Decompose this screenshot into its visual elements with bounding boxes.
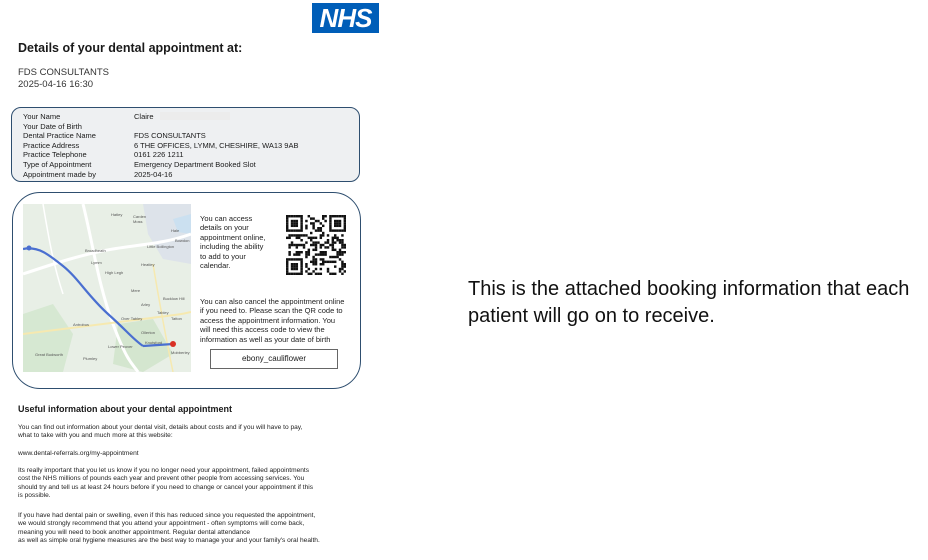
text-line: should try and tell us at least 24 hours before if you need to change or cancel your appointment if this [18,483,314,491]
text-line: we would strongly recommend that you attend your appointment - often symptoms will come back, [18,520,305,528]
access-code: ebony_cauliflower [210,349,338,369]
location-map[interactable] [23,204,191,372]
map-label: Arley [141,302,151,307]
side-caption: This is the attached booking information that each patient will go on to receive. [468,278,910,327]
info-paragraph [18,467,363,500]
text-line: You can also cancel the appointment online [200,297,345,306]
practice-heading [18,67,109,90]
map-label: Carden [133,214,147,219]
text-line: details on your [200,223,249,233]
map-label: Tatton [171,316,182,321]
nhs-logo: NHS [312,3,379,33]
online-access-text [200,214,265,270]
map-label: Moss [133,219,143,224]
text-line: You can access [200,214,253,223]
detail-row [23,170,172,180]
detail-label: Type of Appointment [23,160,92,169]
appointment-datetime: 2025-04-16 16:30 [18,78,94,90]
detail-row [23,112,230,122]
text-line: meaning you will need to book another appointment. Regular dental attendance [18,528,251,536]
map-label: Antrobus [73,322,90,327]
detail-value: 0161 226 1211 [134,150,184,160]
map-label: Great Budworth [35,352,64,357]
map-label: Broadheath [85,248,106,253]
detail-value: Claire [134,112,154,121]
map-label: Plumley [83,356,98,361]
map-label: High Legh [105,270,124,275]
map-label: Over Tabley [121,316,143,321]
map-label: Ollerton [141,330,156,335]
details-panel [11,107,360,182]
text-line: You can find out information about your dental visit, details about costs and if you will have to pay, [18,424,303,431]
detail-row [23,131,206,141]
text-line: is possible. [18,491,51,499]
map-label: Little Bollington [147,244,175,249]
map-label: Heatley [141,262,155,267]
page-title: Details of your dental appointment at: [18,41,243,55]
map-graphic [23,204,191,372]
qr-code[interactable] [286,215,346,275]
info-paragraph [18,424,363,441]
useful-info-title: Useful information about your dental appointment [18,404,233,414]
text-line: calendar. [200,261,231,271]
detail-value: Emergency Department Booked Slot [134,160,256,169]
map-label: Hatley [111,212,123,217]
map-label: Hale [171,228,180,233]
info-paragraph [18,512,363,545]
map-label: Lower Peover [108,344,133,349]
detail-label: Your Date of Birth [23,121,82,131]
map-label: Mobberley [171,350,190,355]
detail-label: Practice Address [23,140,80,150]
redaction-block [160,112,230,120]
detail-label: Appointment made by [23,169,96,179]
online-access-panel [12,192,361,389]
detail-row [23,141,298,151]
text-line: to add to your [200,251,246,261]
detail-label: Your Name [23,112,61,121]
map-label: Lymm [91,260,102,265]
map-label: Bucklow Hill [163,296,185,301]
text-line: If you have had dental pain or swelling, even if this has reduced since you requested the appointment, [18,512,316,519]
text-line: information as well as your date of birth [200,334,331,344]
text-line: appointment online, [200,232,266,242]
map-label: Bowdon [175,238,190,243]
cancel-info-text [200,297,344,344]
practice-name: FDS CONSULTANTS [18,67,109,78]
text-line: including the ability [200,242,264,252]
appointment-letter [0,0,380,560]
text-line: what to take with you and much more at this website: [18,432,173,440]
text-line: if you need to. Please scan the QR code to [200,306,343,316]
text-line: cost the NHS millions of pounds each year and prevent other people from accessing services. You [18,475,305,483]
map-label: Knutsford [145,340,163,345]
detail-row [23,122,134,132]
map-label: Mere [131,288,141,293]
detail-value: 2025-04-16 [134,169,173,179]
detail-row [23,160,256,170]
detail-label: Practice Telephone [23,150,87,160]
detail-row [23,150,184,160]
text-line: Its really important that you let us know if you no longer need your appointment, failed appointments [18,467,310,474]
detail-value: 6 THE OFFICES, LYMM, CHESHIRE, WA13 9AB [134,140,299,150]
map-label: Tabley [157,310,169,315]
detail-label: Dental Practice Name [23,131,96,141]
website-link[interactable]: www.dental-referrals.org/my-appointment [18,450,139,457]
text-line: access the appointment information. You [200,315,336,325]
text-line: will need this access code to view the [200,325,325,335]
detail-value: FDS CONSULTANTS [134,131,206,141]
text-line: as well as simple oral hygiene measures are the best way to manage your and your family's oral health. [18,536,320,544]
